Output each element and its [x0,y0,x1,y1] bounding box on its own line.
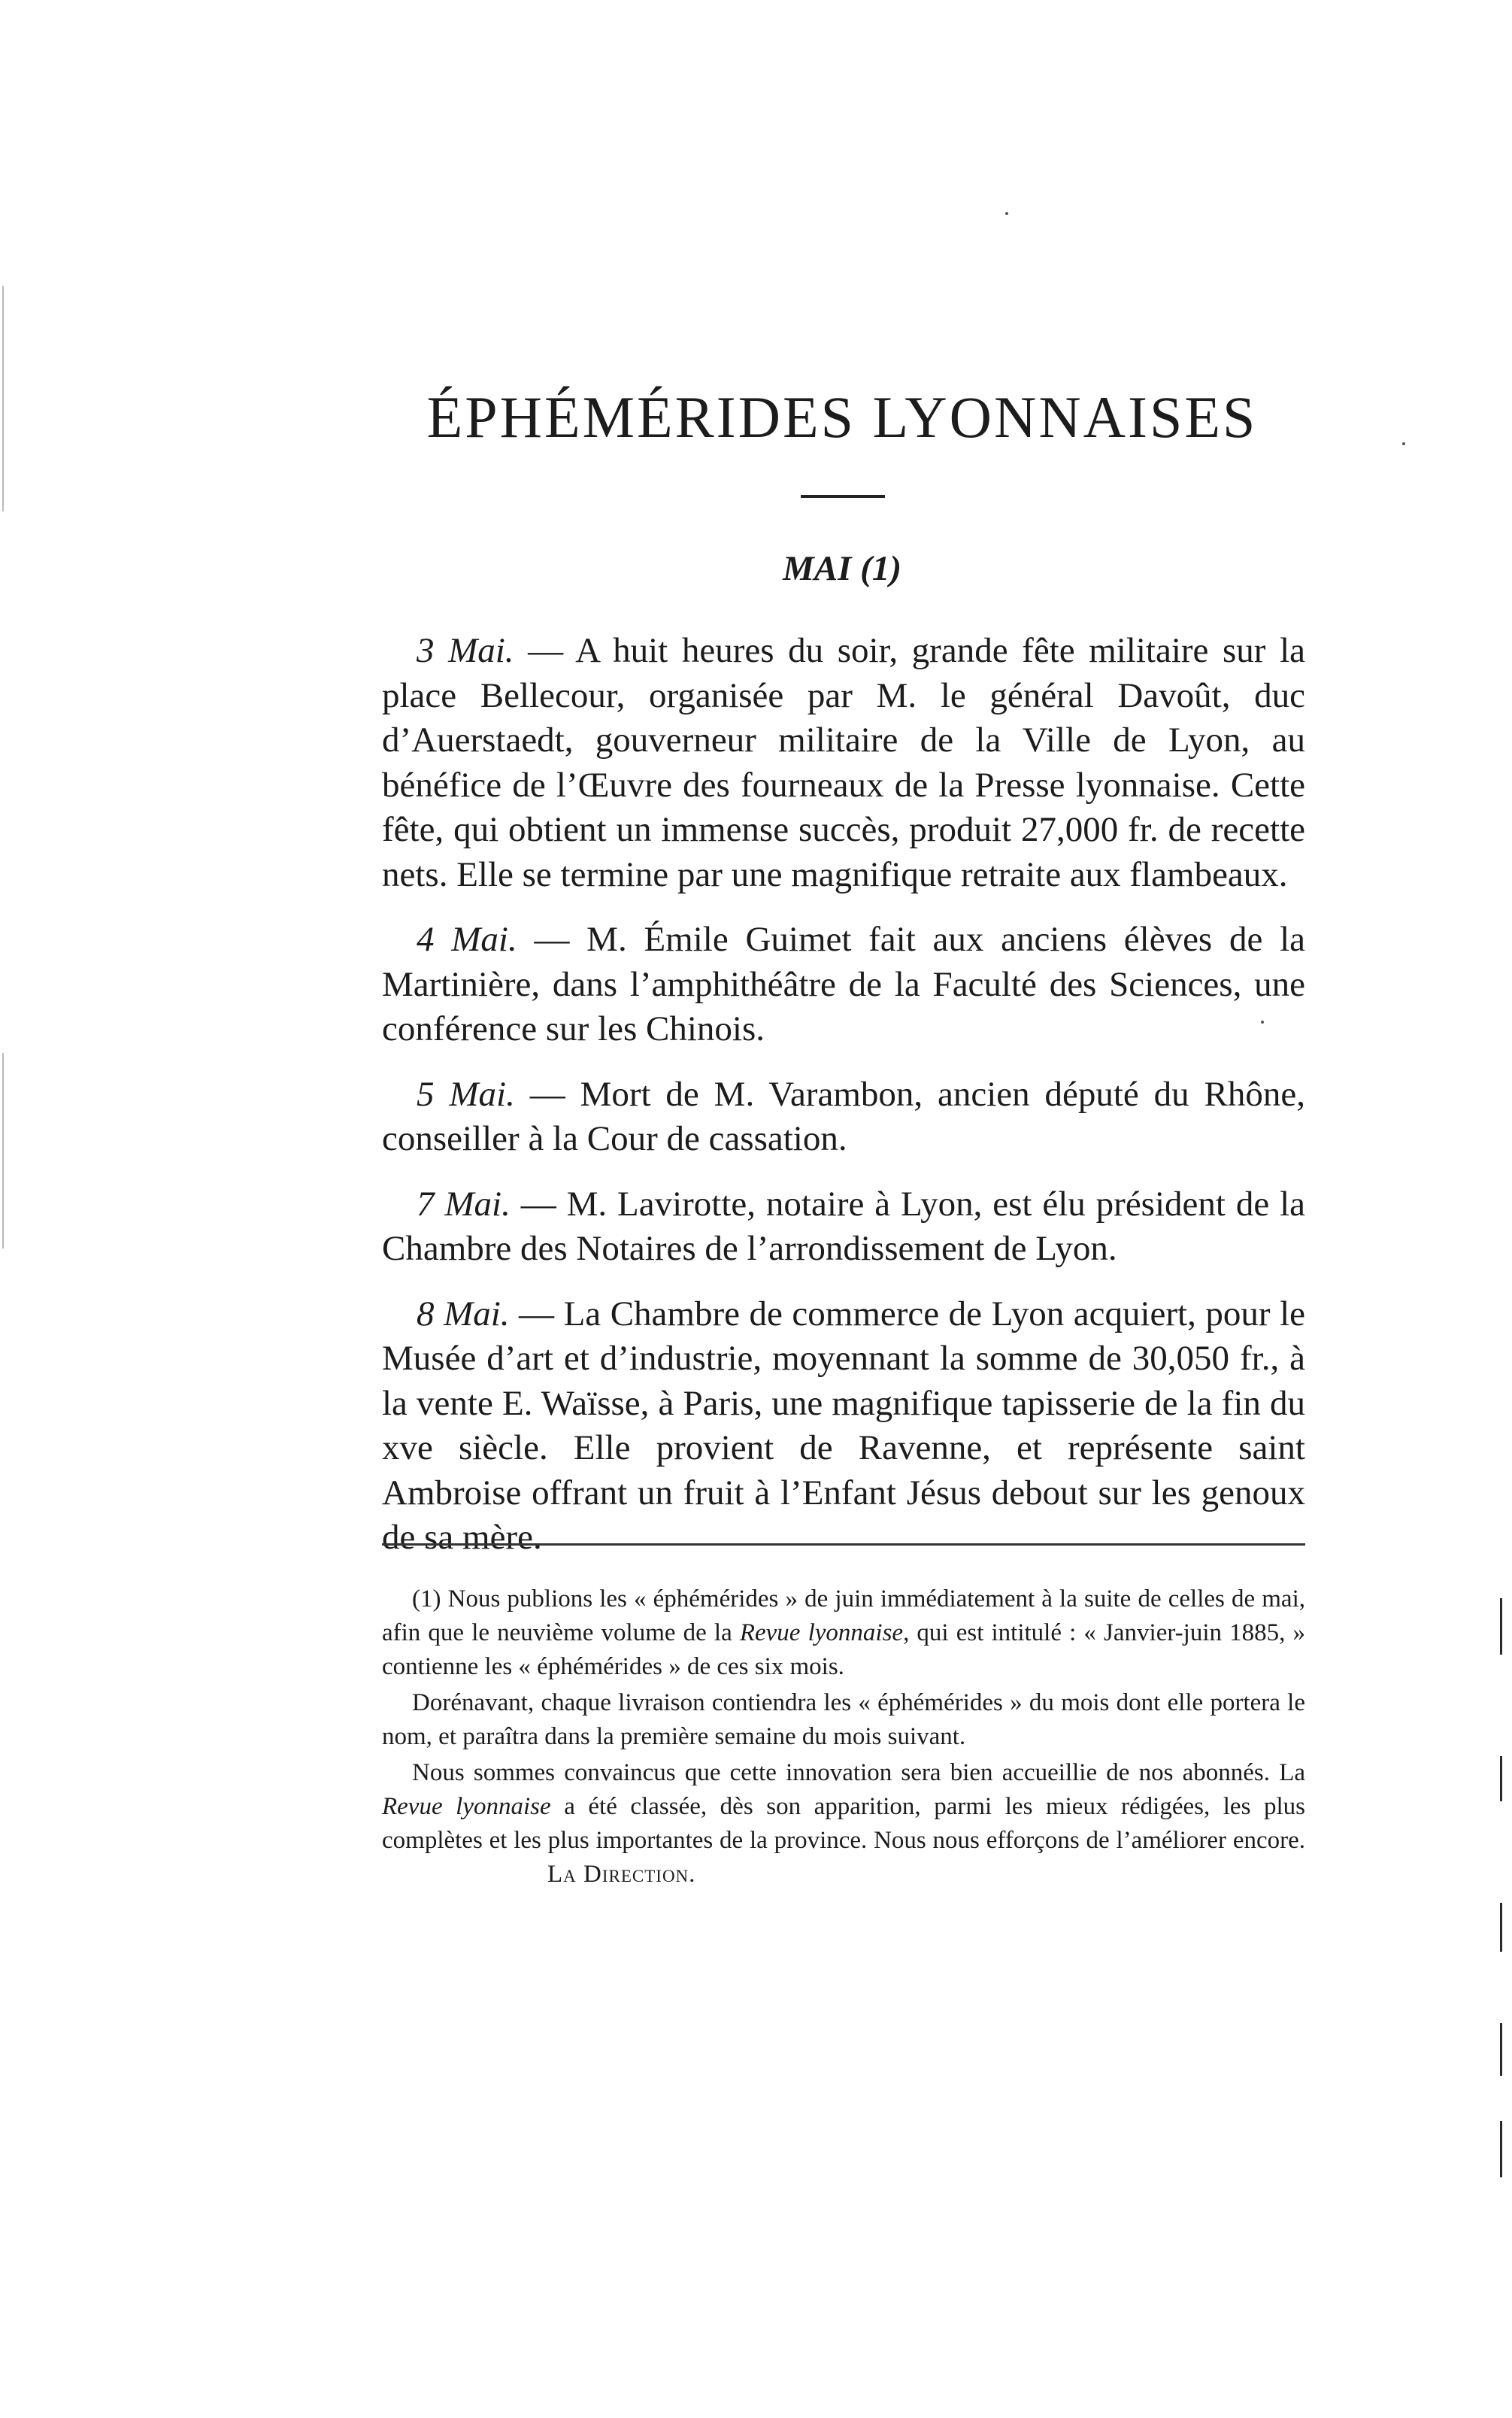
entry-3-mai [382,629,1305,897]
entry-text: — A huit heures du soir, grande fête militaire sur la place Bellecour, organisée par M. le général Davoût, duc d’Auerstaedt, gouverneur militaire de la Ville de Lyon, au bénéfice de l’Œuvre des fourneaux de la Presse lyonnaise. Cette fête, qui obtient un immense succès, produit 27,000 fr. de recette nets. Elle se termine par une magnifique retraite aux flambeaux. [382,631,1305,894]
footnote-1 [382,1582,1305,1684]
footnote-3 [382,1756,1305,1892]
scan-margin-mark [1500,2121,1502,2177]
title-rule [801,495,885,498]
scan-margin-mark [1500,1598,1502,1655]
entry-7-mai [382,1182,1305,1272]
entry-date: 3 Mai. [417,631,514,670]
scan-speck [1005,212,1008,215]
footnote-text: , qui est intitulé : « Janvier-juin 1885, » contienne les « éphémérides » de ces six mois. [382,1619,1305,1680]
scan-speck [1261,1021,1264,1024]
journal-title: Revue lyonnaise [739,1619,904,1646]
page-title: ÉPHÉMÉRIDES LYONNAISES [426,384,1258,450]
footnote-text: (1) Nous publions les « éphémérides » de juin immédiatement à la suite de celles de mai, afin que le neuvième volume de la [382,1585,1305,1646]
entry-text: — M. Lavirotte, notaire à Lyon, est élu président de la Chambre des Notaires de l’arrondissement de Lyon. [382,1184,1305,1268]
scan-margin-mark [2,1053,4,1248]
footnote-2: Dorénavant, chaque livraison contiendra les « éphémérides » du mois dont elle portera le nom, et paraîtra dans la première semaine du mois suivant. [382,1689,1305,1750]
scan-speck [1402,442,1405,445]
entry-5-mai [382,1072,1305,1162]
footnote-text: Nous sommes convaincus que cette innovation sera bien accueillie de nos abonnés. La [412,1759,1305,1786]
entry-4-mai [382,918,1305,1052]
entries-list [382,629,1305,1581]
signature: La Direction. [547,1861,696,1888]
entry-date: 4 Mai. [417,920,517,959]
section-heading: MAI (1) [783,549,901,588]
entry-date: 7 Mai. [417,1184,511,1224]
entry-text: — M. Émile Guimet fait aux anciens élèves de la Martinière, dans l’amphithéâtre de la Faculté des Sciences, une conférence sur les Chinois. [382,920,1305,1048]
entry-text: — La Chambre de commerce de Lyon acquiert, pour le Musée d’art et d’industrie, moyennant la somme de 30,050 fr., à la vente E. Waïsse, à Paris, une magnifique tapisserie de la fin du xve siècle. Elle provient de Ravenne, et représente saint Ambroise offrant un fruit à l’Enfant Jésus debout sur les genoux de sa mère. [382,1294,1305,1557]
footnotes [382,1582,1305,1894]
entry-date: 5 Mai. [417,1074,515,1114]
footnote-text: a été classée, dès son apparition, parmi les mieux rédigées, les plus complètes et les plus importantes de la province. Nous nous efforçons de l’améliorer encore. [382,1793,1305,1854]
scan-margin-mark [1500,1903,1502,1952]
footnote-divider [382,1543,1305,1546]
entry-text: — Mort de M. Varambon, ancien député du Rhône, conseiller à la Cour de cassation. [382,1074,1305,1158]
entry-date: 8 Mai. [417,1294,510,1333]
journal-title: Revue lyonnaise [382,1793,551,1820]
scan-margin-mark [1500,2023,1502,2076]
entry-8-mai [382,1292,1305,1561]
scan-margin-mark [2,286,4,511]
scan-margin-mark [1500,1756,1502,1801]
